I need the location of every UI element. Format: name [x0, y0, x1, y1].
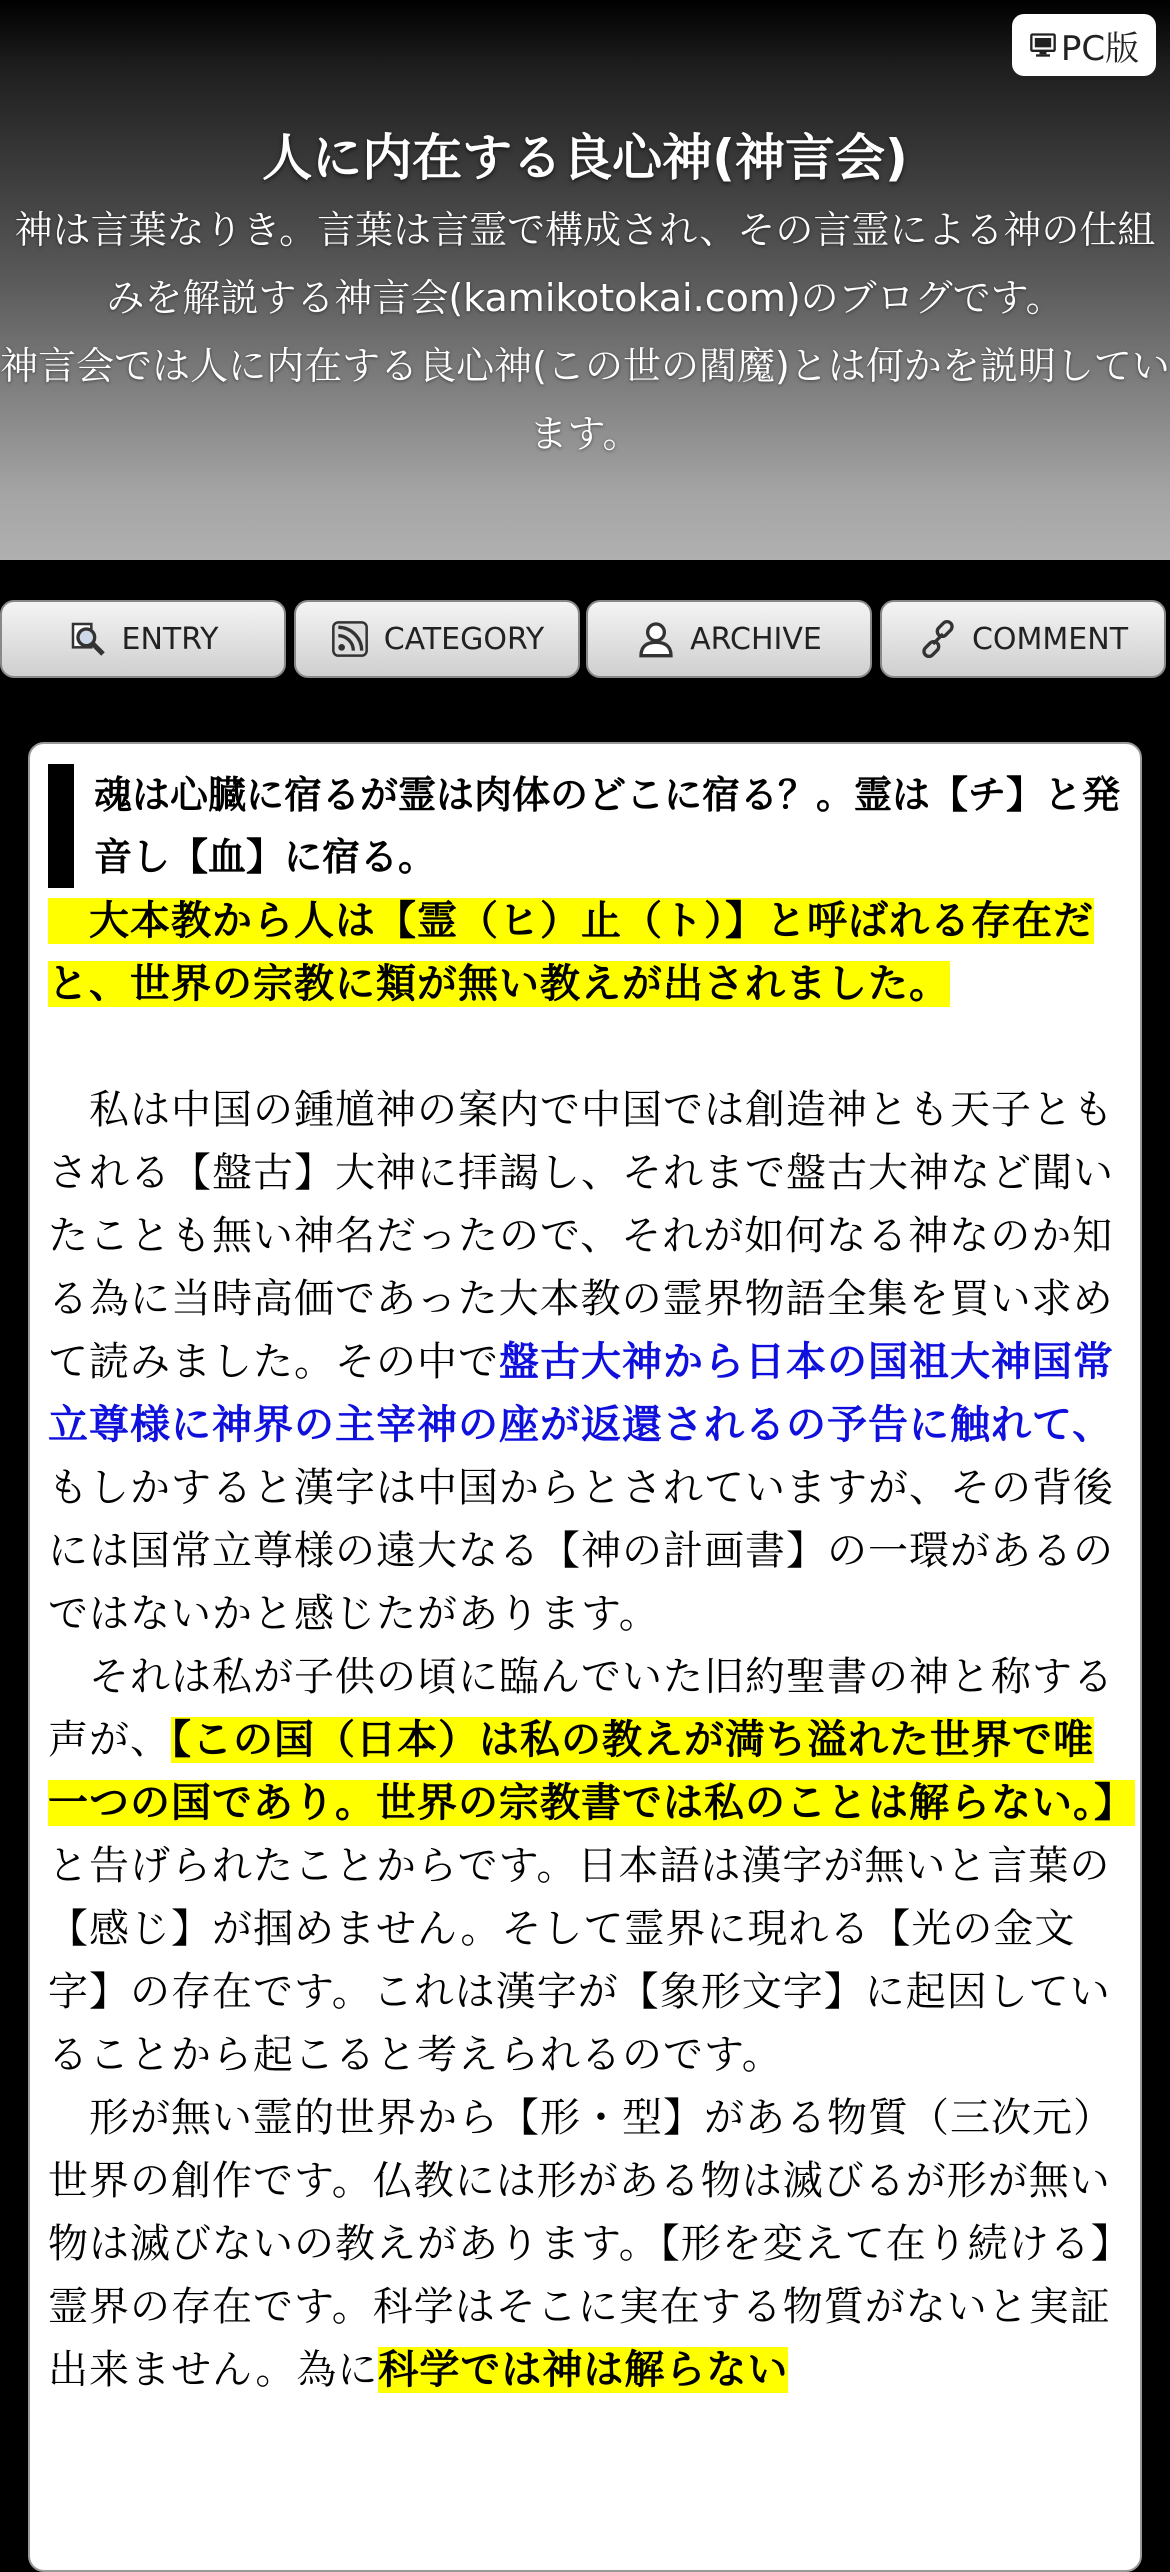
- nav-comment-label: COMMENT: [971, 621, 1129, 657]
- user-icon: [636, 619, 676, 659]
- paragraph-2-text-b: と告げられたことからです。日本語は漢字が無いと言葉の【感じ】が掴めません。そして霊界に現れる【光の金文字】の存在です。これは漢字が【象形文字】に起因していることから起こると考えられるのです。: [48, 1843, 1111, 2078]
- post-title[interactable]: 魂は心臓に宿るが霊は肉体のどこに宿る？。霊は【チ】と発音し【血】に宿る。: [94, 773, 1121, 879]
- site-description-line-2: 神言会では人に内在する良心神(この世の閻魔)とは何かを説明しています。: [0, 344, 1170, 456]
- pc-version-button[interactable]: [1012, 14, 1156, 76]
- paragraph-2-text-a: それは私が子供の頃に臨んでいた旧約聖書の神と称する声が、: [48, 1654, 1114, 1763]
- paragraph-spacer: [48, 1016, 1122, 1079]
- title-accent-bar: [48, 764, 74, 888]
- nav-category-button[interactable]: [294, 600, 580, 678]
- article-card: [28, 742, 1142, 2572]
- nav-bar: [0, 600, 1170, 678]
- paragraph-3-highlight: 科学では神は解らない: [378, 2347, 789, 2393]
- search-icon: [68, 619, 108, 659]
- site-title[interactable]: 人に内在する良心神(神言会): [262, 129, 908, 187]
- nav-entry-button[interactable]: [0, 600, 286, 678]
- nav-category-label: CATEGORY: [383, 621, 545, 657]
- nav-archive-button[interactable]: [586, 600, 872, 678]
- pc-version-label: PC版: [1060, 28, 1140, 69]
- paragraph-1-text-a: 私は中国の鍾馗神の案内で中国では創造神とも天子ともされる【盤古】大神に拝謁し、それまで盤古大神など聞いたことも無い神名だったので、それが如何なる神なのか知る為に当時高価であった大本教の霊界物語全集を買い求めて読みました。その中で: [48, 1087, 1114, 1385]
- paragraph-1: [48, 1079, 1122, 1646]
- post-title-block: [48, 764, 1122, 888]
- nav-comment-button[interactable]: [880, 600, 1166, 678]
- paragraph-3: [48, 2087, 1122, 2402]
- paragraph-1-text-b: もしかすると漢字は中国からとされていますが、その背後には国常立尊様の遠大なる【神の計画書】の一環があるのではないかと感じたがあります。: [48, 1465, 1114, 1637]
- site-description: [0, 196, 1170, 468]
- site-description-line-1: 神は言葉なりき。言葉は言霊で構成され、その言霊による神の仕組みを解説する神言会(kamikotokai.com)のブログです。: [14, 208, 1156, 320]
- rss-icon: [330, 619, 370, 659]
- nav-entry-label: ENTRY: [121, 621, 219, 657]
- paragraph-2: [48, 1646, 1135, 2087]
- nav-archive-label: ARCHIVE: [690, 621, 822, 657]
- site-header: [0, 0, 1170, 560]
- monitor-icon: [1029, 31, 1057, 59]
- article-lead: [48, 890, 1122, 1016]
- paragraph-1-blue-emphasis: 盤古大神から日本の国祖大神国常立尊様に神界の主宰神の座が返還されるの予告に触れて、: [48, 1339, 1114, 1448]
- article-body: [48, 890, 1135, 2402]
- paragraph-3-text-a: 形が無い霊的世界から【形・型】がある物質（三次元）世界の創作です。仏教には形がある物は滅びるが形が無い物は滅びないの教えがあります。【形を変えて在り続ける】霊界の存在です。科学はそこに実在する物質がないと実証出来ません。為に: [48, 2095, 1114, 2393]
- link-icon: [918, 619, 958, 659]
- lead-highlight: 大本教から人は【霊（ヒ）止（ト）】と呼ばれる存在だと、世界の宗教に類が無い教えが出されました。: [48, 898, 1094, 1007]
- paragraph-2-highlight: 【この国（日本）は私の教えが満ち溢れた世界で唯一つの国であり。世界の宗教書では私のことは解らない。】: [48, 1717, 1135, 1826]
